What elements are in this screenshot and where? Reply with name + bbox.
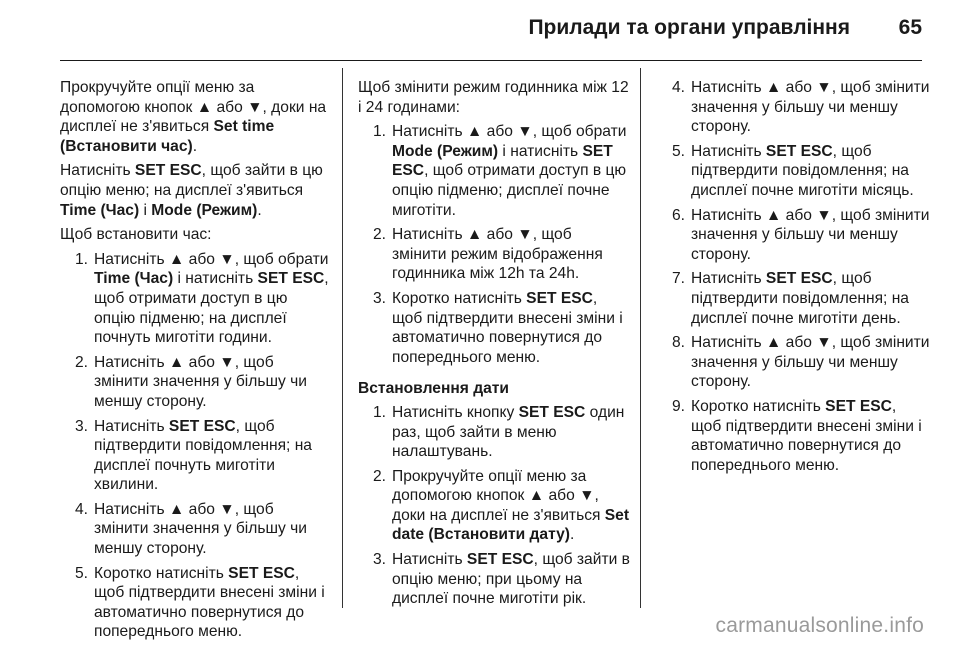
column-divider: [640, 68, 641, 608]
list-item: 2. Натисніть ▲ або ▼, щоб змінити значення у більшу чи меншу сторону.: [74, 353, 307, 410]
list-item: 2. Прокручуйте опції меню за допомогою кнопок ▲ або ▼, доки на дисплеї не з'явиться Set date (Встановити дату).: [372, 467, 630, 544]
mode-steps-list: [358, 122, 630, 367]
page-number: 65: [898, 16, 922, 39]
list-item: 8. Натисніть ▲ або ▼, щоб змінити значення у більшу чи меншу сторону.: [671, 334, 930, 391]
page-header: [0, 0, 960, 62]
list-item: 3. Натисніть SET ESC, щоб підтвердити повідомлення; на дисплеї почнуть миготіти хвилини.: [74, 417, 312, 494]
list-item: 2. Натисніть ▲ або ▼, щоб змінити режим відображення годинника між 12h та 24h.: [372, 226, 603, 283]
list-item: 1. Натисніть кнопку SET ESC один раз, щоб зайти в меню налаштувань.: [372, 403, 625, 461]
set-time-label: Щоб встановити час:: [60, 226, 212, 244]
list-item: 1. Натисніть ▲ або ▼, щоб обрати Mode (Режим) і натисніть SET ESC, щоб отримати доступ в цю опцію підменю; дисплеї почне миготіти.: [372, 123, 627, 219]
header-rule: [60, 60, 922, 61]
list-item: 5. Натисніть SET ESC, щоб підтвердити повідомлення; на дисплеї почне миготіти місяць.: [671, 142, 914, 199]
column-divider: [342, 68, 343, 608]
list-item: 4. Натисніть ▲ або ▼, щоб змінити значення у більшу чи меншу сторону.: [74, 500, 307, 558]
date-section-heading: Встановлення дати: [358, 380, 510, 398]
list-item: 1. Натисніть ▲ або ▼, щоб обрати Time (Час) і натисніть SET ESC, щоб отримати доступ в цю опцію підменю; на дисплеї почнуть миготіти години.: [74, 250, 329, 347]
list-item: 7. Натисніть SET ESC, щоб підтвердити повідомлення; на дисплеї почне миготіти день.: [671, 270, 909, 327]
page-title: Прилади та органи управління: [528, 16, 850, 39]
date-steps-continued-list: [665, 78, 930, 475]
mode-intro: Щоб змінити режим годинника між 12 і 24 годинами:: [358, 79, 629, 116]
intro-paragraph: Натисніть SET ESC, щоб зайти в цю опцію меню; на дисплеї з'явиться Time (Час) і Mode (Режим).: [60, 162, 323, 219]
time-steps-list: [60, 250, 332, 642]
date-steps-list: [358, 403, 630, 609]
list-item: 4. Натисніть ▲ або ▼, щоб змінити значення у більшу чи меншу сторону.: [671, 79, 930, 136]
list-item: 6. Натисніть ▲ або ▼, щоб змінити значення у більшу чи меншу сторону.: [671, 206, 930, 263]
watermark: carmanualsonline.info: [715, 614, 924, 637]
list-item: 9. Коротко натисніть SET ESC, щоб підтвердити внесені зміни і автоматично повернутися до попереднього меню.: [671, 397, 922, 474]
intro-paragraph: Прокручуйте опції меню за допомогою кнопок ▲ або ▼, доки на дисплеї не з'явиться Set time (Встановити час).: [60, 79, 327, 155]
column-2: [358, 78, 630, 614]
list-item: 3. Натисніть SET ESC, щоб зайти в опцію меню; при цьому на дисплеї почне миготіти рік.: [372, 551, 630, 608]
list-item: 5. Коротко натисніть SET ESC, щоб підтвердити внесені зміни і автоматично повернутися до попереднього меню.: [74, 564, 325, 641]
list-item: 3. Коротко натисніть SET ESC, щоб підтвердити внесені зміни і автоматично повернутися до попереднього меню.: [372, 289, 623, 366]
column-1: [60, 78, 332, 647]
column-3: [665, 78, 930, 480]
